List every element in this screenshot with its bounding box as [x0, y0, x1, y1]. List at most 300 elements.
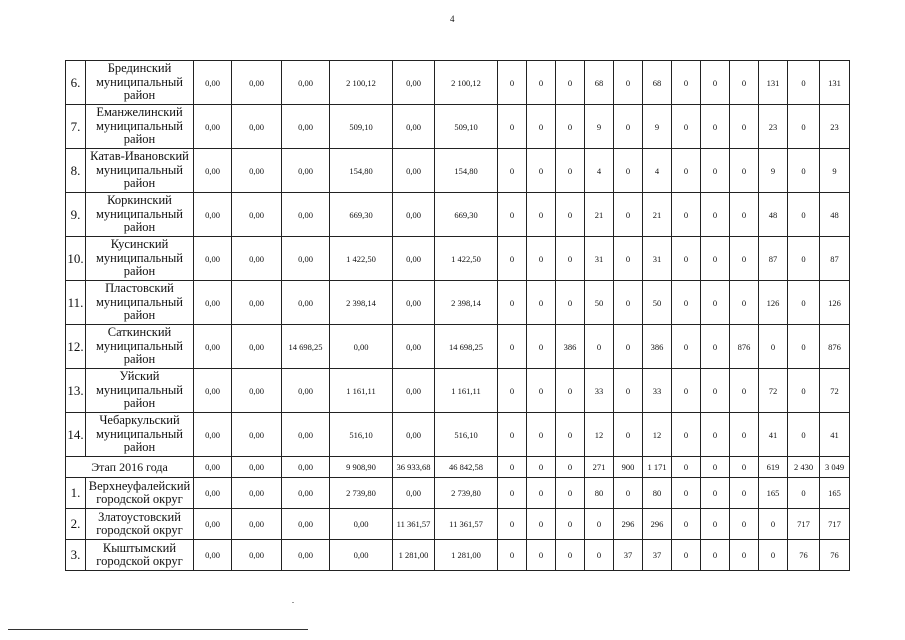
count-cell: 0 [527, 413, 556, 457]
municipality-name [86, 325, 194, 369]
amount-cell: 1 281,00 [435, 540, 498, 571]
amount-cell: 0,00 [194, 149, 232, 193]
amount-cell: 0,00 [330, 540, 393, 571]
count-cell: 9 [759, 149, 788, 193]
table-row [66, 281, 850, 325]
count-cell: 0 [614, 325, 643, 369]
count-cell: 0 [672, 413, 701, 457]
count-cell: 0 [701, 281, 730, 325]
count-cell: 0 [730, 457, 759, 478]
amount-cell: 0,00 [194, 413, 232, 457]
count-cell: 126 [759, 281, 788, 325]
amount-cell: 509,10 [435, 105, 498, 149]
count-cell: 0 [788, 61, 820, 105]
municipality-name-line: район [123, 132, 156, 147]
count-cell: 0 [498, 509, 527, 540]
row-number: 6. [66, 61, 86, 105]
count-cell: 0 [759, 325, 788, 369]
count-cell: 3 049 [820, 457, 850, 478]
count-cell: 41 [759, 413, 788, 457]
municipality-name-line: муниципальный [96, 382, 183, 397]
amount-cell: 0,00 [232, 413, 282, 457]
count-cell: 21 [585, 193, 614, 237]
amount-cell: 1 422,50 [435, 237, 498, 281]
row-number: 11. [66, 281, 86, 325]
count-cell: 0 [614, 237, 643, 281]
count-cell: 0 [730, 281, 759, 325]
count-cell: 0 [701, 413, 730, 457]
count-cell: 0 [527, 325, 556, 369]
amount-cell: 0,00 [393, 61, 435, 105]
amount-cell: 0,00 [232, 509, 282, 540]
count-cell: 0 [498, 105, 527, 149]
count-cell: 0 [556, 413, 585, 457]
municipality-name [86, 281, 194, 325]
municipality-name-line: муниципальный [96, 74, 183, 89]
amount-cell: 14 698,25 [435, 325, 498, 369]
count-cell: 0 [788, 369, 820, 413]
count-cell: 0 [730, 193, 759, 237]
row-number: 10. [66, 237, 86, 281]
count-cell: 48 [820, 193, 850, 237]
municipality-name-line: Пластовский [105, 281, 174, 296]
amount-cell: 0,00 [393, 369, 435, 413]
count-cell: 0 [730, 478, 759, 509]
count-cell: 0 [730, 149, 759, 193]
count-cell: 296 [614, 509, 643, 540]
municipality-name [86, 149, 194, 193]
count-cell: 0 [788, 325, 820, 369]
count-cell: 0 [730, 61, 759, 105]
count-cell: 0 [672, 540, 701, 571]
amount-cell: 0,00 [194, 61, 232, 105]
count-cell: 0 [527, 369, 556, 413]
municipality-name [86, 105, 194, 149]
municipality-name-line: Брединский [107, 61, 172, 76]
count-cell: 0 [527, 281, 556, 325]
count-cell: 0 [498, 149, 527, 193]
count-cell: 68 [643, 61, 672, 105]
municipality-name [86, 61, 194, 105]
count-cell: 0 [498, 413, 527, 457]
amount-cell: 0,00 [282, 61, 330, 105]
municipality-name [86, 478, 194, 509]
count-cell: 876 [820, 325, 850, 369]
count-cell: 0 [701, 457, 730, 478]
count-cell: 0 [614, 478, 643, 509]
row-number: 9. [66, 193, 86, 237]
count-cell: 0 [672, 237, 701, 281]
count-cell: 0 [556, 237, 585, 281]
amount-cell: 669,30 [435, 193, 498, 237]
amount-cell: 0,00 [393, 281, 435, 325]
count-cell: 0 [701, 149, 730, 193]
amount-cell: 0,00 [194, 237, 232, 281]
count-cell: 87 [820, 237, 850, 281]
municipality-name-line: муниципальный [96, 250, 183, 265]
amount-cell: 0,00 [393, 478, 435, 509]
count-cell: 50 [643, 281, 672, 325]
count-cell: 900 [614, 457, 643, 478]
amount-cell: 0,00 [330, 325, 393, 369]
count-cell: 21 [643, 193, 672, 237]
count-cell: 131 [820, 61, 850, 105]
count-cell: 0 [614, 105, 643, 149]
count-cell: 0 [701, 193, 730, 237]
municipality-name-line: район [123, 396, 156, 411]
amount-cell: 2 398,14 [330, 281, 393, 325]
count-cell: 0 [788, 149, 820, 193]
count-cell: 717 [788, 509, 820, 540]
amount-cell: 14 698,25 [282, 325, 330, 369]
count-cell: 271 [585, 457, 614, 478]
row-number: 13. [66, 369, 86, 413]
count-cell: 80 [585, 478, 614, 509]
stage-row [66, 457, 850, 478]
count-cell: 9 [643, 105, 672, 149]
amount-cell: 154,80 [330, 149, 393, 193]
count-cell: 87 [759, 237, 788, 281]
count-cell: 12 [643, 413, 672, 457]
count-cell: 0 [701, 237, 730, 281]
amount-cell: 669,30 [330, 193, 393, 237]
municipality-name [86, 413, 194, 457]
amount-cell: 0,00 [282, 457, 330, 478]
table-row [66, 193, 850, 237]
count-cell: 0 [701, 325, 730, 369]
count-cell: 0 [498, 61, 527, 105]
count-cell: 165 [820, 478, 850, 509]
amount-cell: 0,00 [393, 237, 435, 281]
count-cell: 0 [527, 237, 556, 281]
count-cell: 0 [788, 105, 820, 149]
amount-cell: 0,00 [232, 149, 282, 193]
count-cell: 37 [614, 540, 643, 571]
amount-cell: 1 422,50 [330, 237, 393, 281]
count-cell: 0 [556, 281, 585, 325]
amount-cell: 0,00 [282, 478, 330, 509]
count-cell: 0 [527, 193, 556, 237]
municipality-name-line: Кыштымский [102, 540, 177, 555]
count-cell: 33 [585, 369, 614, 413]
count-cell: 37 [643, 540, 672, 571]
count-cell: 0 [527, 540, 556, 571]
count-cell: 0 [672, 105, 701, 149]
amount-cell: 0,00 [282, 369, 330, 413]
count-cell: 0 [730, 237, 759, 281]
count-cell: 23 [820, 105, 850, 149]
count-cell: 0 [556, 149, 585, 193]
stage-label: Этап 2016 года [66, 457, 194, 478]
count-cell: 0 [788, 281, 820, 325]
amount-cell: 1 281,00 [393, 540, 435, 571]
count-cell: 0 [759, 540, 788, 571]
municipality-name [86, 193, 194, 237]
count-cell: 33 [643, 369, 672, 413]
count-cell: 9 [585, 105, 614, 149]
count-cell: 0 [527, 457, 556, 478]
amount-cell: 516,10 [330, 413, 393, 457]
amount-cell: 0,00 [330, 509, 393, 540]
count-cell: 4 [585, 149, 614, 193]
count-cell: 23 [759, 105, 788, 149]
municipality-name-line: муниципальный [96, 426, 183, 441]
count-cell: 0 [556, 540, 585, 571]
count-cell: 0 [788, 193, 820, 237]
amount-cell: 0,00 [232, 105, 282, 149]
amount-cell: 0,00 [282, 105, 330, 149]
municipality-name [86, 369, 194, 413]
count-cell: 131 [759, 61, 788, 105]
count-cell: 12 [585, 413, 614, 457]
row-number: 3. [66, 540, 86, 571]
municipality-name-line: Верхнеуфалейский [88, 478, 191, 493]
count-cell: 165 [759, 478, 788, 509]
count-cell: 0 [788, 237, 820, 281]
amount-cell: 154,80 [435, 149, 498, 193]
amount-cell: 2 100,12 [330, 61, 393, 105]
amount-cell: 509,10 [330, 105, 393, 149]
count-cell: 0 [498, 237, 527, 281]
amount-cell: 0,00 [393, 325, 435, 369]
count-cell: 31 [585, 237, 614, 281]
municipality-name-line: муниципальный [96, 338, 183, 353]
count-cell: 0 [527, 61, 556, 105]
count-cell: 0 [730, 369, 759, 413]
count-cell: 0 [730, 509, 759, 540]
data-table [65, 60, 850, 571]
table-row [66, 105, 850, 149]
municipality-name [86, 237, 194, 281]
municipality-name-line: муниципальный [96, 118, 183, 133]
amount-cell: 0,00 [194, 457, 232, 478]
table-row [66, 149, 850, 193]
count-cell: 0 [672, 325, 701, 369]
count-cell: 0 [556, 509, 585, 540]
table-row [66, 478, 850, 509]
amount-cell: 2 739,80 [435, 478, 498, 509]
count-cell: 0 [701, 105, 730, 149]
row-number: 14. [66, 413, 86, 457]
row-number: 2. [66, 509, 86, 540]
count-cell: 0 [527, 478, 556, 509]
amount-cell: 0,00 [232, 281, 282, 325]
municipality-name-line: городской округ [96, 523, 183, 537]
amount-cell: 0,00 [194, 105, 232, 149]
row-number: 1. [66, 478, 86, 509]
amount-cell: 516,10 [435, 413, 498, 457]
amount-cell: 36 933,68 [393, 457, 435, 478]
count-cell: 619 [759, 457, 788, 478]
municipality-name-line: Уйский [119, 369, 160, 384]
amount-cell: 0,00 [194, 193, 232, 237]
amount-cell: 0,00 [232, 478, 282, 509]
count-cell: 0 [614, 281, 643, 325]
count-cell: 72 [820, 369, 850, 413]
page-number: 4 [450, 14, 455, 24]
count-cell: 126 [820, 281, 850, 325]
count-cell: 2 430 [788, 457, 820, 478]
count-cell: 0 [614, 413, 643, 457]
table-row [66, 413, 850, 457]
count-cell: 0 [585, 325, 614, 369]
amount-cell: 11 361,57 [435, 509, 498, 540]
amount-cell: 0,00 [194, 325, 232, 369]
count-cell: 80 [643, 478, 672, 509]
municipality-name-line: Еманжелинский [96, 105, 183, 120]
count-cell: 4 [643, 149, 672, 193]
amount-cell: 0,00 [194, 540, 232, 571]
amount-cell: 0,00 [194, 509, 232, 540]
amount-cell: 0,00 [282, 281, 330, 325]
amount-cell: 9 908,90 [330, 457, 393, 478]
amount-cell: 2 739,80 [330, 478, 393, 509]
count-cell: 31 [643, 237, 672, 281]
count-cell: 72 [759, 369, 788, 413]
municipality-name-line: муниципальный [96, 162, 183, 177]
municipality-name-line: район [123, 264, 156, 279]
count-cell: 68 [585, 61, 614, 105]
amount-cell: 0,00 [232, 237, 282, 281]
count-cell: 0 [759, 509, 788, 540]
count-cell: 0 [527, 105, 556, 149]
amount-cell: 0,00 [282, 149, 330, 193]
amount-cell: 0,00 [393, 413, 435, 457]
row-number: 7. [66, 105, 86, 149]
count-cell: 0 [498, 369, 527, 413]
amount-cell: 0,00 [393, 149, 435, 193]
amount-cell: 0,00 [232, 193, 282, 237]
municipality-name-line: Саткинский [107, 325, 172, 340]
municipality-name-line: район [123, 352, 156, 367]
amount-cell: 0,00 [194, 369, 232, 413]
municipality-name-line: район [123, 440, 156, 455]
count-cell: 0 [672, 457, 701, 478]
count-cell: 0 [701, 509, 730, 540]
count-cell: 0 [498, 193, 527, 237]
municipality-name-line: район [123, 88, 156, 103]
table-row [66, 369, 850, 413]
count-cell: 717 [820, 509, 850, 540]
municipality-name-line: Чебаркульский [99, 413, 180, 428]
count-cell: 296 [643, 509, 672, 540]
count-cell: 0 [556, 105, 585, 149]
count-cell: 0 [788, 478, 820, 509]
count-cell: 876 [730, 325, 759, 369]
count-cell: 0 [498, 540, 527, 571]
count-cell: 41 [820, 413, 850, 457]
count-cell: 0 [556, 369, 585, 413]
municipality-name-line: район [123, 176, 156, 191]
amount-cell: 0,00 [282, 237, 330, 281]
amount-cell: 11 361,57 [393, 509, 435, 540]
count-cell: 76 [820, 540, 850, 571]
municipality-name-line: район [123, 220, 156, 235]
count-cell: 0 [788, 413, 820, 457]
amount-cell: 0,00 [282, 509, 330, 540]
municipality-name-line: Кусинский [110, 237, 169, 252]
municipality-name [86, 509, 194, 540]
municipality-name [86, 540, 194, 571]
count-cell: 0 [585, 540, 614, 571]
footnote-rule [8, 629, 308, 630]
count-cell: 0 [556, 61, 585, 105]
count-cell: 0 [701, 61, 730, 105]
count-cell: 0 [701, 369, 730, 413]
amount-cell: 0,00 [232, 325, 282, 369]
amount-cell: 0,00 [232, 540, 282, 571]
amount-cell: 0,00 [282, 540, 330, 571]
municipality-name-line: городской округ [96, 492, 183, 506]
municipality-name-line: муниципальный [96, 294, 183, 309]
count-cell: 9 [820, 149, 850, 193]
amount-cell: 0,00 [232, 61, 282, 105]
amount-cell: 0,00 [393, 105, 435, 149]
count-cell: 0 [672, 478, 701, 509]
count-cell: 0 [701, 478, 730, 509]
scan-speck [292, 602, 294, 603]
count-cell: 0 [672, 193, 701, 237]
count-cell: 0 [672, 509, 701, 540]
count-cell: 0 [498, 457, 527, 478]
amount-cell: 2 100,12 [435, 61, 498, 105]
amount-cell: 0,00 [393, 193, 435, 237]
count-cell: 0 [730, 105, 759, 149]
municipality-name-line: район [123, 308, 156, 323]
count-cell: 0 [498, 281, 527, 325]
count-cell: 0 [672, 149, 701, 193]
count-cell: 0 [614, 369, 643, 413]
count-cell: 0 [585, 509, 614, 540]
count-cell: 0 [527, 509, 556, 540]
amount-cell: 2 398,14 [435, 281, 498, 325]
table-row [66, 509, 850, 540]
count-cell: 0 [730, 540, 759, 571]
amount-cell: 0,00 [232, 457, 282, 478]
amount-cell: 0,00 [194, 478, 232, 509]
count-cell: 0 [556, 457, 585, 478]
count-cell: 76 [788, 540, 820, 571]
count-cell: 0 [614, 61, 643, 105]
table-row [66, 237, 850, 281]
count-cell: 0 [672, 61, 701, 105]
count-cell: 0 [556, 478, 585, 509]
municipality-name-line: муниципальный [96, 206, 183, 221]
count-cell: 48 [759, 193, 788, 237]
municipality-name-line: городской округ [96, 554, 183, 568]
count-cell: 0 [527, 149, 556, 193]
amount-cell: 0,00 [282, 193, 330, 237]
count-cell: 0 [672, 369, 701, 413]
count-cell: 0 [614, 149, 643, 193]
amount-cell: 0,00 [282, 413, 330, 457]
amount-cell: 1 161,11 [435, 369, 498, 413]
row-number: 12. [66, 325, 86, 369]
municipality-name-line: Катав-Ивановский [90, 149, 189, 164]
table-row [66, 325, 850, 369]
amount-cell: 0,00 [194, 281, 232, 325]
count-cell: 0 [498, 325, 527, 369]
count-cell: 0 [672, 281, 701, 325]
count-cell: 386 [556, 325, 585, 369]
count-cell: 0 [498, 478, 527, 509]
table-row [66, 61, 850, 105]
amount-cell: 46 842,58 [435, 457, 498, 478]
count-cell: 1 171 [643, 457, 672, 478]
count-cell: 50 [585, 281, 614, 325]
amount-cell: 1 161,11 [330, 369, 393, 413]
municipality-name-line: Коркинский [107, 193, 172, 208]
